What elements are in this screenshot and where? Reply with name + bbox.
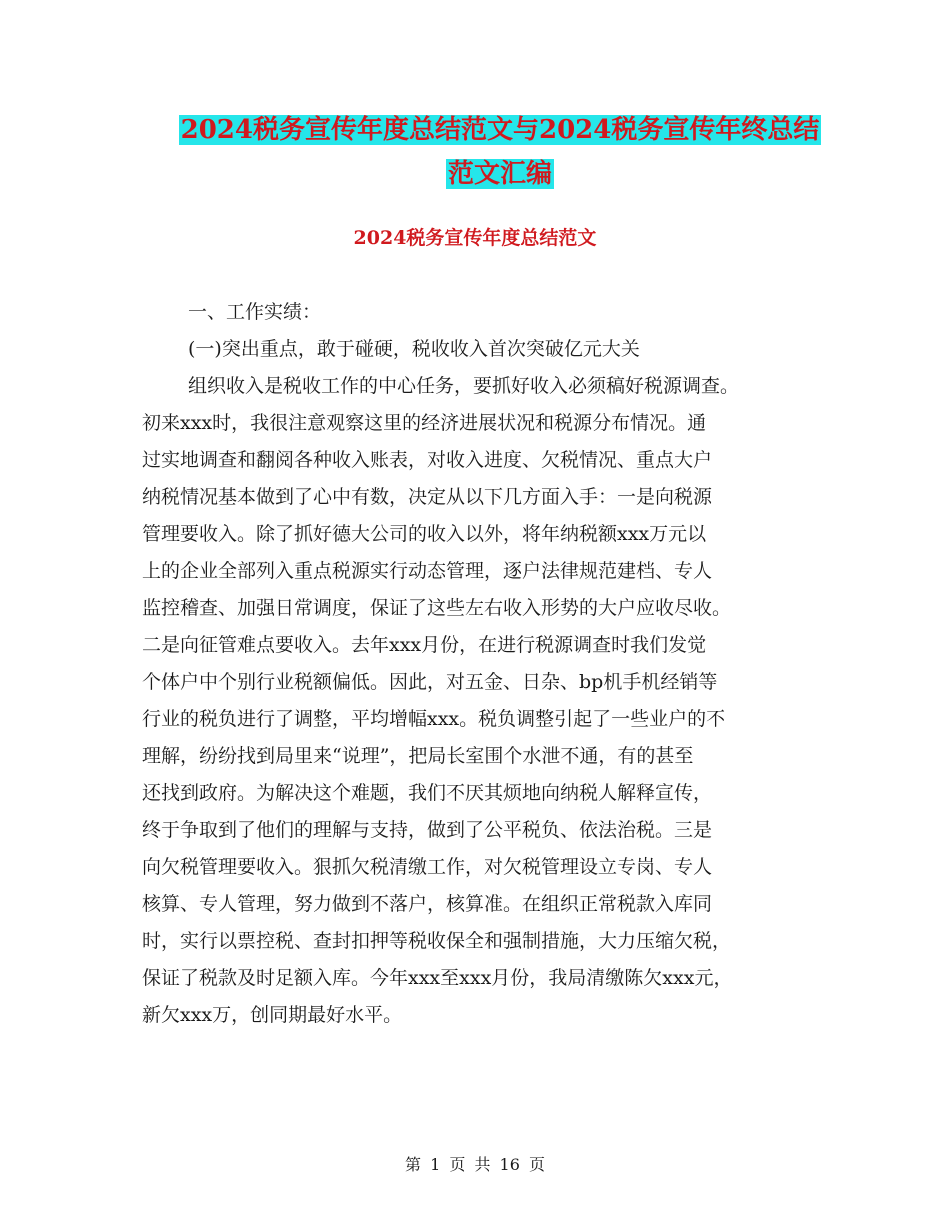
- body-line: 理解，纷纷找到局里来“说理”，把局长室围个水泄不通，有的甚至: [142, 745, 694, 767]
- body-line: 终于争取到了他们的理解与支持，做到了公平税负、依法治税。三是: [142, 819, 713, 841]
- body-line: 监控稽查、加强日常调度，保证了这些左右收入形势的大户应收尽收。: [142, 597, 732, 619]
- document-title: [150, 108, 850, 196]
- body-line: 新欠xxx万，创同期最好水平。: [142, 1004, 403, 1026]
- body-line: 行业的税负进行了调整，平均增幅xxx。税负调整引起了一些业户的不: [142, 708, 726, 730]
- body-line: 上的企业全部列入重点税源实行动态管理，逐户法律规范建档、专人: [142, 560, 713, 582]
- body-line: 组织收入是税收工作的中心任务，要抓好收入必须稿好税源调查。: [188, 375, 740, 397]
- body-line: 纳税情况基本做到了心中有数，决定从以下几方面入手：一是向税源: [142, 486, 713, 508]
- body-line: 时，实行以票控税、查封扣押等税收保全和强制措施，大力压缩欠税，: [142, 930, 732, 952]
- heading-work-results: 一、工作实绩：: [188, 301, 322, 323]
- body-line: 管理要收入。除了抓好德大公司的收入以外，将年纳税额xxx万元以: [142, 523, 707, 545]
- document-title-line-1: 2024税务宣传年度总结范文与2024税务宣传年终总结: [180, 115, 820, 145]
- body-line: 过实地调查和翻阅各种收入账表，对收入进度、欠税情况、重点大户: [142, 449, 713, 471]
- body-line: 二是向征管难点要收入。去年xxx月份，在进行税源调查时我们发觉: [142, 634, 707, 656]
- body-line: 个体户中个别行业税额偏低。因此，对五金、日杂、bp机手机经销等: [142, 671, 718, 693]
- heading-subsection-1: (一)突出重点，敢于碰硬，税收收入首次突破亿元大关: [188, 338, 640, 360]
- body-line: 核算、专人管理，努力做到不落户，核算准。在组织正常税款入库同: [142, 893, 713, 915]
- section-title: 2024税务宣传年度总结范文: [353, 227, 597, 249]
- body-line: 还找到政府。为解决这个难题，我们不厌其烦地向纳税人解释宣传，: [142, 782, 713, 804]
- body-line: 初来xxx时，我很注意观察这里的经济进展状况和税源分布情况。通: [142, 412, 707, 434]
- body-line: 保证了税款及时足额入库。今年xxx至xxx月份，我局清缴陈欠xxx元，: [142, 967, 733, 989]
- page-footer: 第 1 页 共 16 页: [405, 1155, 545, 1174]
- document-title-line-2: 范文汇编: [447, 159, 552, 189]
- body-line: 向欠税管理要收入。狠抓欠税清缴工作，对欠税管理设立专岗、专人: [142, 856, 713, 878]
